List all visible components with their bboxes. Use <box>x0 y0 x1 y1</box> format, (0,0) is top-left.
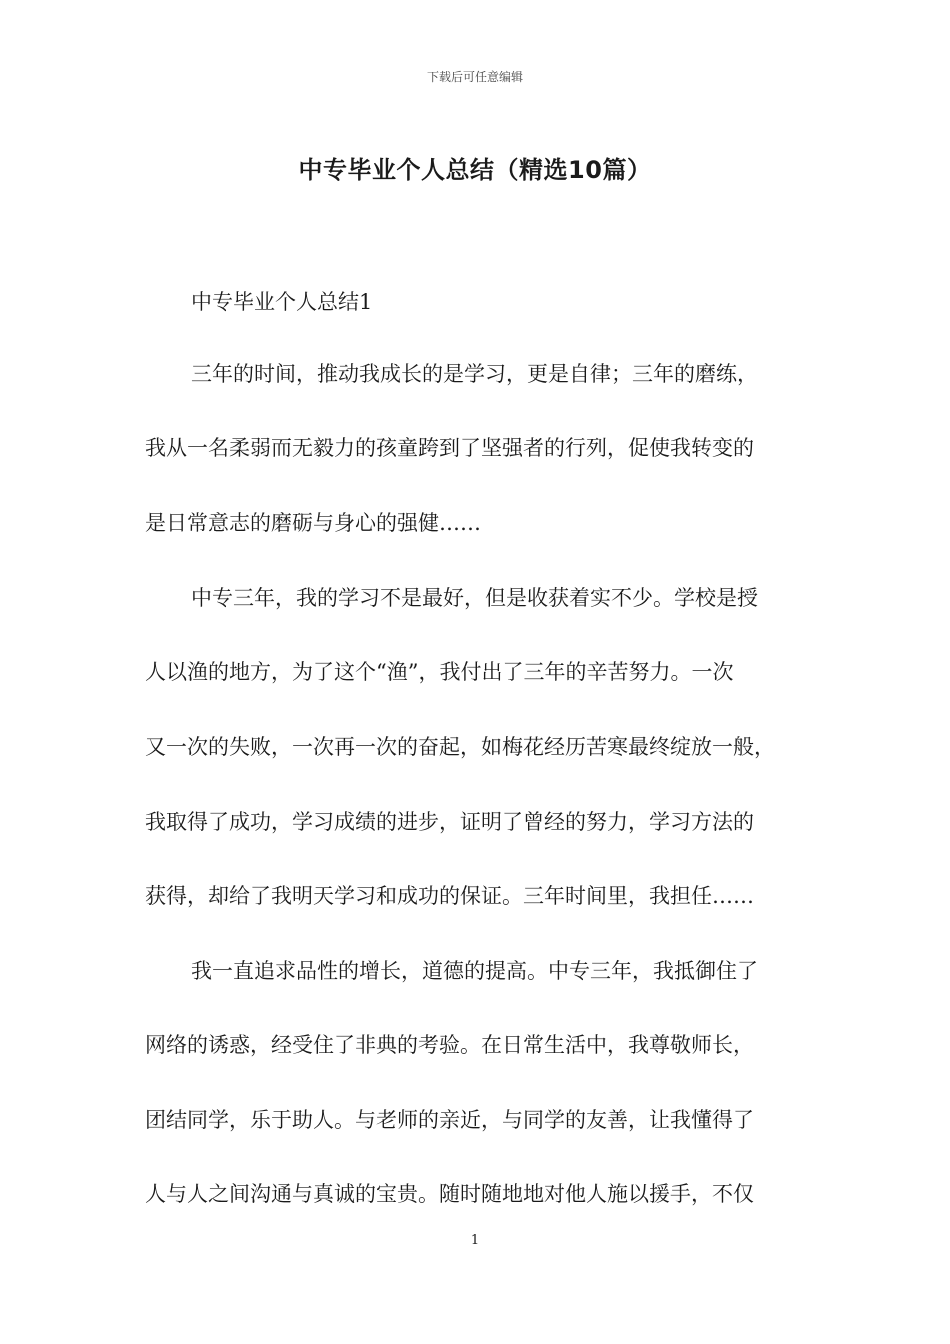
section-heading: 中专毕业个人总结1 <box>191 290 373 314</box>
paragraph-line: 是日常意志的磨砺与身心的强健…… <box>145 511 481 535</box>
page-number: 1 <box>470 1233 480 1248</box>
paragraph-line: 又一次的失败，一次再一次的奋起，如梅花经历苦寒最终绽放一般， <box>145 735 775 759</box>
paragraph-line: 获得，却给了我明天学习和成功的保证。三年时间里，我担任…… <box>145 884 754 908</box>
paragraph-line: 人以渔的地方，为了这个“渔”，我付出了三年的辛苦努力。一次 <box>145 660 734 684</box>
header-note: 下载后可任意编辑 <box>426 70 523 84</box>
paragraph-line: 中专三年，我的学习不是最好，但是收获着实不少。学校是授 <box>191 586 758 610</box>
paragraph-line: 我取得了成功，学习成绩的进步，证明了曾经的努力，学习方法的 <box>145 810 754 834</box>
paragraph-line: 我从一名柔弱而无毅力的孩童跨到了坚强者的行列，促使我转变的 <box>145 436 754 460</box>
paragraph-line: 三年的时间，推动我成长的是学习，更是自律；三年的磨练， <box>191 362 758 386</box>
document-title: 中专毕业个人总结（精选10篇） <box>298 156 652 184</box>
paragraph-line: 人与人之间沟通与真诚的宝贵。随时随地地对他人施以援手，不仅 <box>145 1182 754 1206</box>
paragraph-line: 网络的诱惑，经受住了非典的考验。在日常生活中，我尊敬师长， <box>145 1033 754 1057</box>
paragraph-line: 团结同学，乐于助人。与老师的亲近，与同学的友善，让我懂得了 <box>145 1108 754 1132</box>
paragraph-line: 我一直追求品性的增长，道德的提高。中专三年，我抵御住了 <box>191 959 758 983</box>
